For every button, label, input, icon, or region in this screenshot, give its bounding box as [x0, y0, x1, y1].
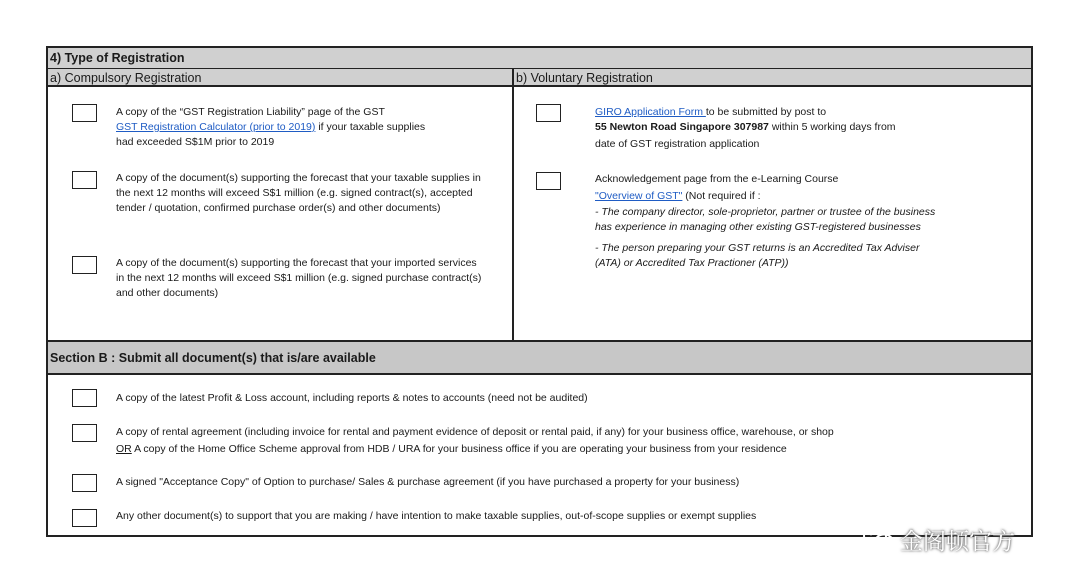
compulsory-registration-header: a) Compulsory Registration	[50, 71, 202, 85]
compulsory-column	[48, 87, 512, 340]
voluntary-item-2-rest: (Not required if :	[682, 190, 761, 202]
voluntary-item-1-line3: date of GST registration application	[595, 138, 760, 150]
voluntary-note-2: - The person preparing your GST returns is an Accredited Tax Adviser (ATA) or Accredited Tax Practioner (ATP))	[595, 242, 920, 269]
voluntary-item-1-rest1: to be submitted by post to	[705, 106, 827, 118]
voluntary-item-2	[595, 172, 940, 271]
section-title-type-of-registration: 4) Type of Registration	[48, 48, 1031, 69]
watermark-text: 金阁顿官方	[900, 528, 1015, 555]
checkbox-section-b-3[interactable]	[72, 474, 97, 492]
checkbox-section-b-1[interactable]	[72, 389, 97, 407]
voluntary-registration-header: b) Voluntary Registration	[512, 69, 653, 85]
voluntary-note-1: - The company director, sole-proprietor, partner or trustee of the business has experience in managing other existing GST-registered businesses	[595, 206, 936, 233]
watermark	[862, 525, 1052, 557]
voluntary-item-1-line1	[595, 105, 995, 120]
checkbox-voluntary-2[interactable]	[536, 172, 561, 190]
section-b-item-2-line2-rest: A copy of the Home Office Scheme approval from HDB / URA for your business office if you are operating your business from your residence	[131, 443, 787, 455]
gst-calculator-link[interactable]: GST Registration Calculator (prior to 2019)	[116, 121, 316, 133]
overview-of-gst-link[interactable]: "Overview of GST"	[595, 190, 683, 202]
iras-address: 55 Newton Road Singapore 307987	[595, 121, 769, 133]
section-b-item-3: A signed "Acceptance Copy" of Option to purchase/ Sales & purchase agreement (if you have purchased a property for your business)	[116, 476, 740, 488]
compulsory-item-2: A copy of the document(s) supporting the forecast that your taxable supplies in the next 12 months will exceed S$1 million (e.g. signed contract(s), accepted tender / quotation, confirmed purchase order(s) and other documents)	[116, 172, 481, 214]
checkbox-compulsory-1[interactable]	[72, 104, 97, 122]
registration-form	[46, 46, 1033, 537]
checkbox-compulsory-3[interactable]	[72, 256, 97, 274]
checkbox-compulsory-2[interactable]	[72, 171, 97, 189]
compulsory-item-1	[116, 105, 506, 150]
voluntary-item-2-line1: Acknowledgement page from the e-Learning Course	[595, 173, 839, 185]
voluntary-column	[512, 87, 1031, 340]
checkbox-voluntary-1[interactable]	[536, 104, 561, 122]
compulsory-item-1-line2-rest: if your taxable supplies	[315, 121, 426, 133]
voluntary-item-1-line2	[595, 120, 995, 135]
checkbox-section-b-4[interactable]	[72, 509, 97, 527]
section-b-item-2-line1: A copy of rental agreement (including invoice for rental and payment evidence of deposit or rental paid, if any) for your business office, warehouse, or shop	[116, 426, 834, 438]
voluntary-item-1-rest2: within 5 working days from	[768, 121, 896, 133]
voluntary-item-2-line2	[595, 189, 940, 204]
compulsory-item-3: A copy of the document(s) supporting the forecast that your imported services in the next 12 months will exceed S$1 million (e.g. signed purchase contract(s) and other documents)	[116, 257, 482, 299]
column-headers	[48, 69, 1031, 87]
checkbox-section-b-2[interactable]	[72, 424, 97, 442]
section-b-item-2	[116, 424, 1016, 458]
compulsory-item-1-line2	[116, 120, 506, 135]
section-b-item-1: A copy of the latest Profit & Loss account, including reports & notes to accounts (need not be audited)	[116, 392, 588, 404]
compulsory-item-1-line3: had exceeded S$1M prior to 2019	[116, 136, 275, 148]
or-word: OR	[116, 443, 132, 455]
section-b-item-4: Any other document(s) to support that you are making / have intention to make taxable supplies, out-of-scope supplies or exempt supplies	[116, 510, 757, 522]
voluntary-item-1	[595, 105, 995, 152]
section-b-item-2-line2	[116, 441, 1016, 458]
wechat-icon	[862, 525, 896, 561]
section-b-title: Section B : Submit all document(s) that is/are available	[48, 340, 1031, 375]
giro-application-form-link[interactable]: GIRO Application Form	[595, 106, 706, 118]
compulsory-item-1-line1: A copy of the “GST Registration Liability” page of the GST	[116, 106, 385, 118]
